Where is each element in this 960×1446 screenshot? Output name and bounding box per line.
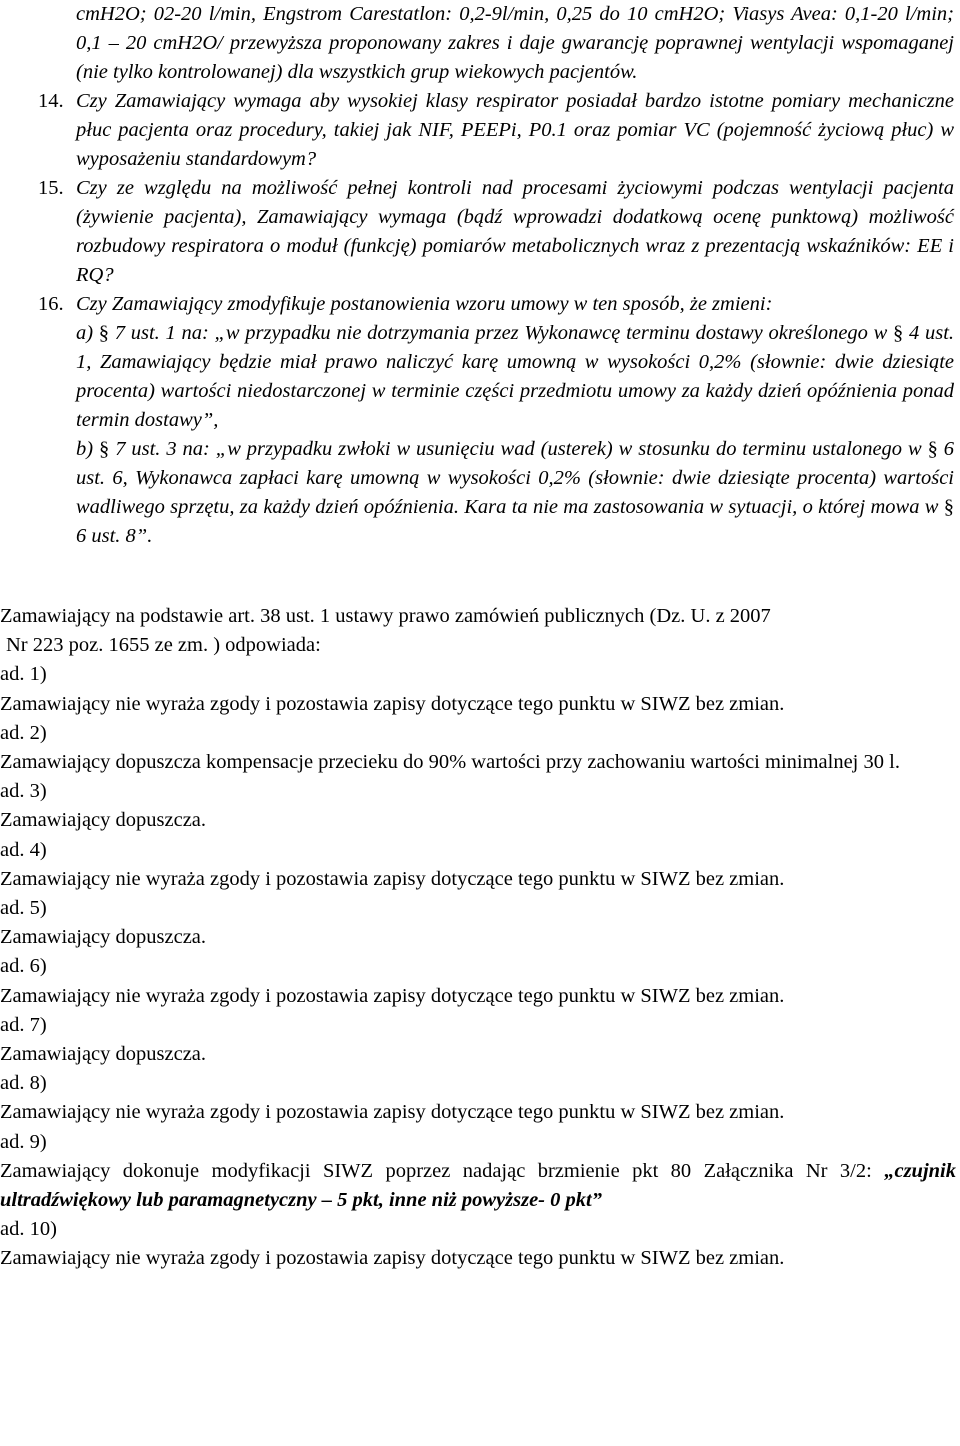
answer-8-text: Zamawiający nie wyraża zgody i pozostawia zapisy dotyczące tego punktu w SIWZ bez zmian.	[0, 1101, 785, 1124]
answers-intro-line2: Nr 223 poz. 1655 ze zm. ) odpowiada:	[6, 634, 321, 657]
answer-9-text: Zamawiający dokonuje modyfikacji SIWZ poprzez nadając brzmienie pkt 80 Załącznika Nr 3/2:	[0, 1159, 872, 1182]
answer-7-text: Zamawiający dopuszcza.	[0, 1043, 207, 1066]
answer-5-text: Zamawiający dopuszcza.	[0, 926, 207, 949]
question-text: Czy Zamawiający zmodyfikuje postanowienia wzoru umowy w ten sposób, że zmieni:	[76, 293, 773, 315]
subpoint-a-text-cont: 4 ust. 1, Zamawiający będzie miał prawo naliczyć karę umowną w wysokości 0,2% (słownie: dwie dziesiąte procenta) wartości niedostarczonej w terminie części przedmiotu umowy za każdy dzień opóźnienia ponad termin dostawy”,	[76, 322, 955, 431]
answer-1-text: Zamawiający nie wyraża zgody i pozostawia zapisy dotyczące tego punktu w SIWZ bez zmian.	[0, 692, 785, 715]
answer-5-label: ad. 5)	[0, 897, 47, 920]
answers-intro	[0, 602, 956, 660]
answer-4-label: ad. 4)	[0, 838, 47, 861]
answer-3-text: Zamawiający dopuszcza.	[0, 809, 207, 832]
paragraph-symbol: §	[98, 322, 110, 344]
subpoint-b-text-cont: 6 ust. 6, Wykonawca zapłaci karę umowną w wysokości 0,2% (słownie: dwie dziesiąte procenta) wartości wadliwego sprzętu, za każdy dzień opóźnienia. Kara ta nie ma zastosowania w sytuacji, o której mowa w	[76, 438, 955, 518]
question-text: Czy Zamawiający wymaga aby wysokiej klasy respirator posiadał bardzo istotne pomiary mechaniczne płuc pacjenta oraz procedury, takiej jak NIF, PEEPi, P0.1 oraz pomiar VC (pojemność życiową płuc) w wyposażeniu standardowym?	[76, 90, 954, 170]
subpoint-b-label: b)	[76, 438, 94, 460]
answer-4-text: Zamawiający nie wyraża zgody i pozostawia zapisy dotyczące tego punktu w SIWZ bez zmian.	[0, 867, 785, 890]
answer-3-label: ad. 3)	[0, 780, 47, 803]
question-14	[38, 87, 954, 174]
answers-intro-line1: Zamawiający na podstawie art. 38 ust. 1 ustawy prawo zamówień publicznych (Dz. U. z 2007	[0, 605, 771, 627]
answer-6-label: ad. 6)	[0, 955, 47, 978]
answer-9-paragraph	[0, 1157, 956, 1215]
subpoint-a-label: a)	[76, 322, 94, 344]
question-15	[38, 174, 954, 290]
answer-6-text: Zamawiający nie wyraża zgody i pozostawia zapisy dotyczące tego punktu w SIWZ bez zmian.	[0, 984, 785, 1007]
continuation-text: cmH2O; 02-20 l/min, Engstrom Carestatlon: 0,2-9l/min, 0,25 do 10 cmH2O; Viasys Avea: 0,1-20 l/min; 0,1 – 20 cmH2O/ przewyższa proponowany zakres i daje gwarancję poprawnej wentylacji wspomaganej (nie tylko kontrolowanej) dla wszystkich grup wiekowych pacjentów.	[76, 3, 954, 83]
paragraph-symbol: §	[893, 322, 904, 344]
paragraph-symbol: §	[99, 438, 110, 460]
question-16	[38, 290, 955, 551]
answer-2-text: Zamawiający dopuszcza kompensacje przecieku do 90% wartości przy zachowaniu wartości minimalnej 30 l.	[0, 751, 900, 774]
answer-10-text: Zamawiający nie wyraża zgody i pozostawia zapisy dotyczące tego punktu w SIWZ bez zmian.	[0, 1247, 785, 1270]
questions-section	[0, 0, 960, 551]
answer-8-label: ad. 8)	[0, 1072, 47, 1095]
answer-2-label: ad. 2)	[0, 721, 47, 744]
answer-9-label: ad. 9)	[0, 1130, 47, 1153]
subpoint-a-text: 7 ust. 1 na: „w przypadku nie dotrzymania przez Wykonawcę terminu dostawy określonego w	[114, 322, 888, 344]
subpoint-b-text-end: 6 ust. 8”.	[76, 525, 153, 547]
paragraph-symbol: §	[943, 496, 955, 518]
paragraph-symbol: §	[927, 438, 938, 460]
subpoint-b-text: 7 ust. 3 na: „w przypadku zwłoki w usunięciu wad (usterek) w stosunku do terminu ustalonego w	[115, 438, 922, 460]
answers-section	[0, 602, 956, 1274]
question-number: 16.	[38, 293, 64, 315]
answer-9-bold-text: „czujnik ultradźwiękowy lub paramagnetyczny – 5 pkt, inne niż powyższe- 0 pkt”	[0, 1159, 956, 1212]
question-number: 15.	[38, 177, 64, 199]
question-text: Czy ze względu na możliwość pełnej kontroli nad procesami życiowymi podczas wentylacji pacjenta (żywienie pacjenta), Zamawiający wymaga (bądź wprowadzi dodatkową ocenę punktową) możliwość rozbudowy respiratora o moduł (funkcję) pomiarów metabolicznych wraz z prezentacją wskaźników: EE i RQ?	[76, 177, 954, 286]
question-number: 14.	[38, 90, 64, 112]
answer-1-label: ad. 1)	[0, 663, 47, 686]
question-13-continuation	[76, 0, 954, 87]
answer-7-label: ad. 7)	[0, 1013, 47, 1036]
answer-10-label: ad. 10)	[0, 1218, 57, 1241]
